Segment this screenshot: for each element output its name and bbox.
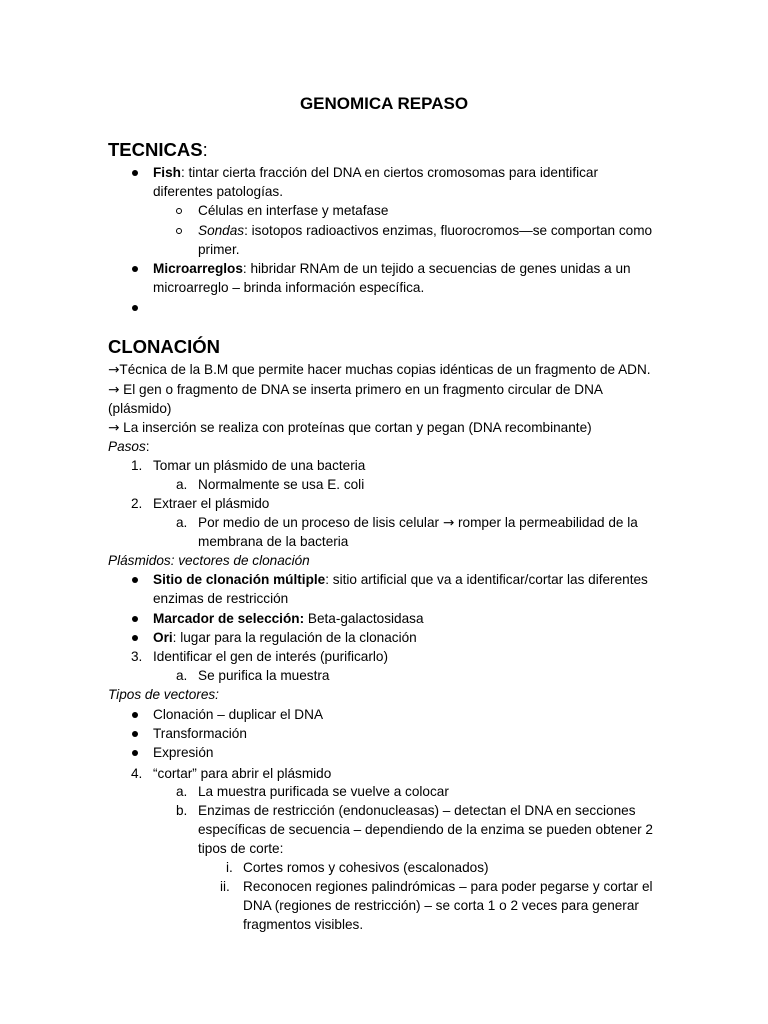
- line-text: La inserción se realiza con proteínas que cortan y pegan (DNA recombinante): [119, 420, 592, 435]
- step-4b-ii: Reconocen regiones palindrómicas – para poder pegarse y cortar el: [243, 879, 653, 894]
- list-item-sitio: [153, 570, 648, 589]
- section-heading-tecnicas: [108, 139, 208, 161]
- sub-item-sondas: [198, 221, 652, 240]
- step-4: “cortar” para abrir el plásmido: [153, 766, 332, 781]
- step-number: 4.: [131, 766, 143, 781]
- sub-letter: b.: [176, 803, 188, 818]
- step-3a: Se purifica la muestra: [198, 668, 330, 683]
- fish-text: : tintar cierta fracción del DNA en ciertos cromosomas para identificar: [180, 165, 598, 180]
- circle-bullet-icon: [176, 228, 182, 234]
- bullet-icon: [132, 712, 138, 718]
- step-1a: Normalmente se usa E. coli: [198, 477, 365, 492]
- list-item-tipo-transformacion: Transformación: [153, 726, 247, 741]
- clonacion-line-2: [108, 380, 603, 400]
- marcador-text: Beta-galactosidasa: [304, 611, 424, 626]
- clonacion-line-1: [108, 360, 651, 380]
- clonacion-line-4: [108, 418, 592, 438]
- term-fish: Fish: [153, 165, 181, 180]
- bullet-icon: [132, 635, 138, 641]
- list-item-micro-cont: microarreglo – brinda información específica.: [153, 280, 425, 295]
- list-item-ori: [153, 628, 417, 647]
- plasmidos-text: Plásmidos: vectores de clonación: [108, 553, 310, 568]
- plasmidos-label: [108, 551, 310, 570]
- step-2: Extraer el plásmido: [153, 496, 270, 511]
- clonacion-line-3: (plásmido): [108, 401, 172, 416]
- heading-text: TECNICAS: [108, 139, 203, 160]
- term-sondas: Sondas: [198, 223, 245, 238]
- pasos-text: Pasos: [108, 439, 146, 454]
- bullet-icon: [132, 577, 138, 583]
- arrow-icon: →: [108, 420, 120, 436]
- list-item-fish-cont: diferentes patologías.: [153, 184, 283, 199]
- step-number: 3.: [131, 649, 143, 664]
- step-4a: La muestra purificada se vuelve a colocar: [198, 784, 449, 799]
- term-ori: Ori: [153, 630, 173, 645]
- step-4b-ii-cont: DNA (regiones de restricción) – se corta 1 o 2 veces para generar: [243, 898, 639, 913]
- step-4b-cont: específicas de secuencia – dependiendo de la enzima se pueden obtener 2: [198, 822, 653, 837]
- heading-colon: :: [202, 139, 208, 160]
- line-text: Técnica de la B.M que permite hacer muchas copias idénticas de un fragmento de ADN.: [119, 362, 651, 377]
- bullet-icon: [132, 750, 138, 756]
- sub-item-sondas-cont: primer.: [198, 242, 240, 257]
- step-1: Tomar un plásmido de una bacteria: [153, 458, 366, 473]
- sub-letter: a.: [176, 784, 188, 799]
- micro-text: : hibridar RNAm de un tejido a secuencias de genes unidas a un: [242, 261, 631, 276]
- line-text: El gen o fragmento de DNA se inserta primero en un fragmento circular de DNA: [119, 382, 603, 397]
- step-number: 1.: [131, 458, 143, 473]
- arrow-icon: →: [108, 382, 120, 398]
- sitio-text: : sitio artificial que va a identificar/cortar las diferentes: [325, 572, 648, 587]
- bullet-icon: [132, 266, 138, 272]
- step-number: 2.: [131, 496, 143, 511]
- line-text: Por medio de un proceso de lisis celular: [198, 515, 443, 530]
- sub-roman: ii.: [220, 879, 230, 894]
- step-4b-i: Cortes romos y cohesivos (escalonados): [243, 860, 489, 875]
- term-microarreglos: Microarreglos: [153, 261, 243, 276]
- pasos-label: [108, 437, 150, 456]
- list-item-sitio-cont: enzimas de restricción: [153, 591, 289, 606]
- sub-letter: a.: [176, 668, 188, 683]
- tipos-label: [108, 685, 219, 704]
- step-4b-ii-cont: fragmentos visibles.: [243, 917, 364, 932]
- sondas-text: : isotopos radioactivos enzimas, fluorocromos—se comportan como: [244, 223, 653, 238]
- step-2a-cont: membrana de la bacteria: [198, 534, 349, 549]
- sub-roman: i.: [226, 860, 233, 875]
- tipos-text: Tipos de vectores:: [108, 687, 219, 702]
- step-4b: Enzimas de restricción (endonucleasas) – detectan el DNA en secciones: [198, 803, 636, 818]
- ori-text: : lugar para la regulación de la clonación: [172, 630, 417, 645]
- term-sitio: Sitio de clonación múltiple: [153, 572, 326, 587]
- sub-letter: a.: [176, 477, 188, 492]
- list-item-microarreglos: [153, 259, 631, 278]
- step-3: Identificar el gen de interés (purificarlo): [153, 649, 388, 664]
- arrow-icon: →: [442, 515, 455, 531]
- list-item-marcador: [153, 609, 424, 628]
- term-marcador: Marcador de selección:: [153, 611, 305, 626]
- bullet-icon: [132, 731, 138, 737]
- pasos-colon: :: [145, 439, 150, 454]
- section-heading-clonacion: CLONACIÓN: [108, 336, 221, 357]
- arrow-icon: →: [108, 362, 120, 378]
- sub-letter: a.: [176, 515, 188, 530]
- circle-bullet-icon: [176, 208, 182, 214]
- step-2a: [198, 513, 638, 533]
- page-title: GENOMICA REPASO: [299, 94, 469, 113]
- step-4b-cont: tipos de corte:: [198, 841, 284, 856]
- list-item-tipo-clonacion: Clonación – duplicar el DNA: [153, 707, 324, 722]
- empty-bullet-icon: [132, 305, 138, 311]
- bullet-icon: [132, 616, 138, 622]
- list-item-fish: [153, 163, 598, 182]
- bullet-icon: [132, 170, 138, 176]
- line-text: romper la permeabilidad de la: [454, 515, 638, 530]
- list-item-tipo-expresion: Expresión: [153, 745, 214, 760]
- sub-item-celulas: Células en interfase y metafase: [198, 203, 389, 218]
